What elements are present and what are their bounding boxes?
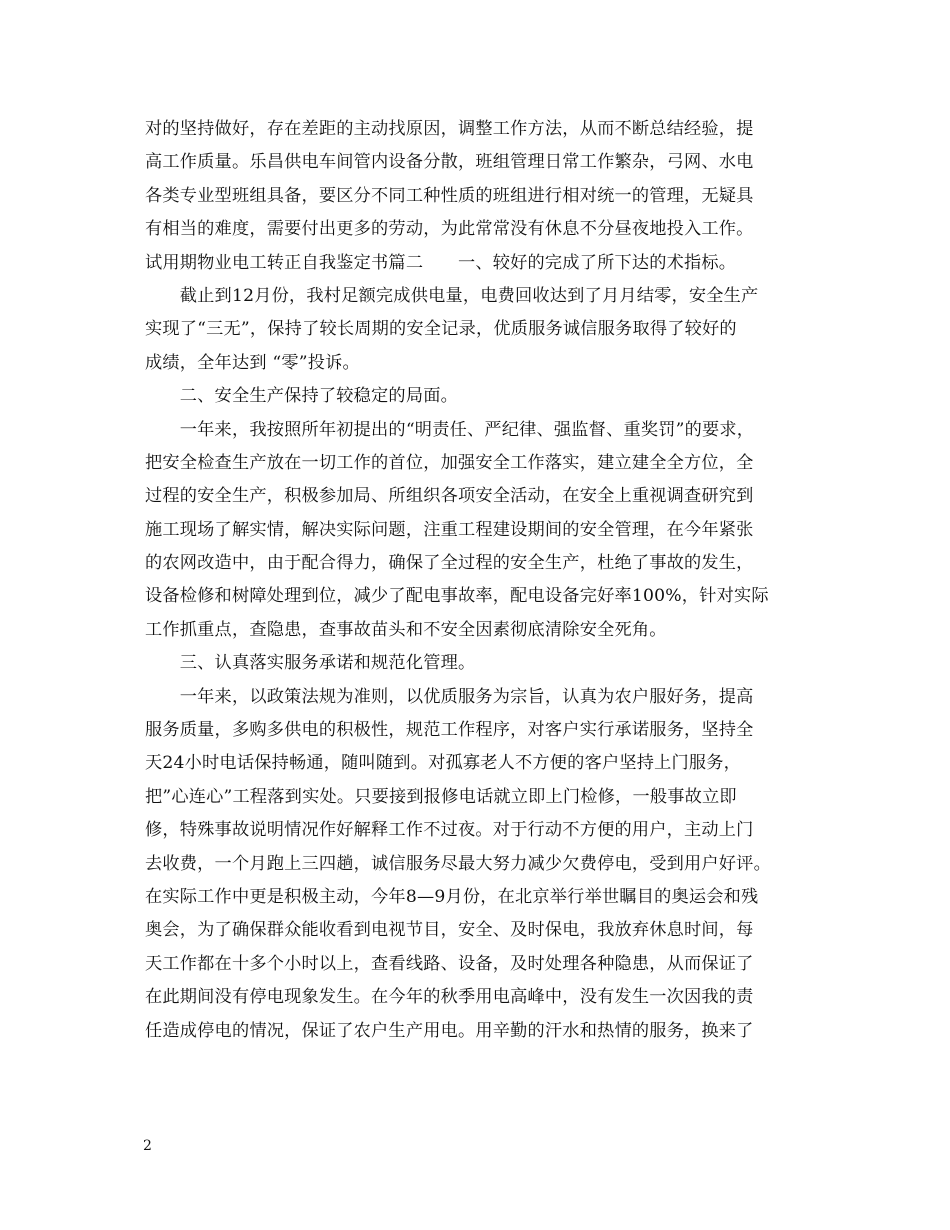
text-line: 天24小时电话保持畅通，随叫随到。对孤寡老人不方便的客户坚持上门服务， bbox=[145, 753, 742, 774]
text-line: 施工现场了解实情，解决实际问题，注重工程建设期间的安全管理，在今年紧张 bbox=[145, 519, 754, 540]
section-heading-line: 二、安全生产保持了较稳定的局面。 bbox=[145, 386, 458, 407]
text-line: 有相当的难度，需要付出更多的劳动，为此常常没有休息不分昼夜地投入工作。 bbox=[145, 219, 754, 240]
text-line: 的农网改造中，由于配合得力，确保了全过程的安全生产，杜绝了事故的发生， bbox=[145, 553, 754, 574]
text-line: 一年来，我按照所年初提出的“明责任、严纪律、强监督、重奖罚”的要求， bbox=[145, 419, 755, 440]
section-heading-line: 三、认真落实服务承诺和规范化管理。 bbox=[145, 653, 476, 674]
text-line: 截止到12月份，我村足额完成供电量，电费回收达到了月月结零，安全生产 bbox=[145, 285, 759, 306]
text-line: 设备检修和树障处理到位，减少了配电事故率，配电设备完好率100%，针对实际 bbox=[145, 586, 769, 607]
section-heading-line: 试用期物业电工转正自我鉴定书篇二 一、较好的完成了所下达的术指标。 bbox=[145, 252, 737, 273]
text-line: 去收费，一个月跑上三四趟，诚信服务尽最大努力减少欠费停电，受到用户好评。 bbox=[145, 853, 771, 874]
text-line: 各类专业型班组具备，要区分不同工种性质的班组进行相对统一的管理，无疑具 bbox=[145, 185, 754, 206]
text-line: 一年来，以政策法规为准则，以优质服务为宗旨，认真为农户服好务，提高 bbox=[145, 686, 754, 707]
text-line: 把”心连心”工程落到实处。只要接到报修电话就立即上门检修，一般事故立即 bbox=[145, 786, 737, 807]
page-number: 2 bbox=[143, 1138, 152, 1154]
text-line: 任造成停电的情况，保证了农户生产用电。用辛勤的汗水和热情的服务，换来了 bbox=[145, 1020, 754, 1041]
text-line: 把安全检查生产放在一切工作的首位，加强安全工作落实，建立建全全方位，全 bbox=[145, 452, 754, 473]
text-line: 过程的安全生产，积极参加局、所组织各项安全活动，在安全上重视调查研究到 bbox=[145, 486, 754, 507]
text-line: 高工作质量。乐昌供电车间管内设备分散，班组管理日常工作繁杂，弓网、水电 bbox=[145, 152, 754, 173]
text-line: 实现了“三无”，保持了较长周期的安全记录，优质服务诚信服务取得了较好的 bbox=[145, 319, 737, 340]
body-text bbox=[145, 113, 815, 1048]
text-line: 天工作都在十多个小时以上，查看线路、设备，及时处理各种隐患，从而保证了 bbox=[145, 953, 754, 974]
text-line: 工作抓重点，查隐患，查事故苗头和不安全因素彻底清除安全死角。 bbox=[145, 619, 667, 640]
text-line: 对的坚持做好，存在差距的主动找原因，调整工作方法，从而不断总结经验，提 bbox=[145, 119, 754, 139]
text-line: 成绩，全年达到 “零”投诉。 bbox=[145, 352, 360, 373]
text-line: 修，特殊事故说明情况作好解释工作不过夜。对于行动不方便的用户，主动上门 bbox=[145, 820, 754, 841]
text-line: 奥会，为了确保群众能收看到电视节目，安全、及时保电，我放弃休息时间，每 bbox=[145, 920, 754, 941]
text-line: 服务质量，多购多供电的积极性，规范工作程序，对客户实行承诺服务，坚持全 bbox=[145, 720, 754, 741]
text-line: 在此期间没有停电现象发生。在今年的秋季用电高峰中，没有发生一次因我的责 bbox=[145, 987, 754, 1008]
text-line: 在实际工作中更是积极主动，今年8—9月份，在北京举行举世瞩目的奥运会和残 bbox=[145, 886, 759, 907]
